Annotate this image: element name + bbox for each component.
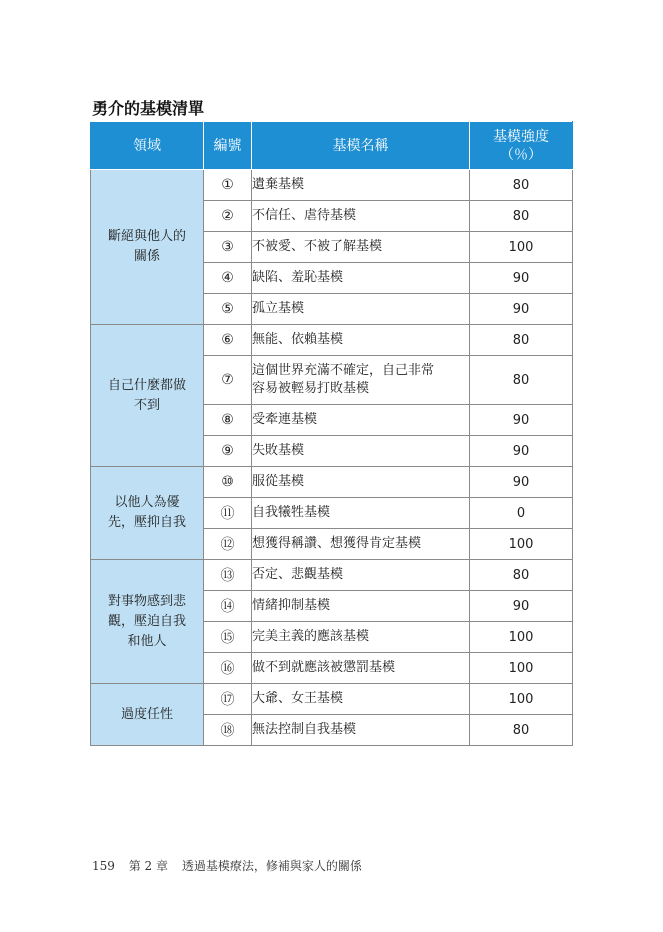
schema-name-line: 這個世界充滿不確定，自己非常 <box>252 363 435 378</box>
schema-name-line: 缺陷、羞恥基模 <box>252 270 344 285</box>
schema-intensity: 90 <box>470 467 573 498</box>
schema-name-line: 容易被輕易打敗基模 <box>252 381 370 396</box>
schema-intensity: 0 <box>470 498 573 529</box>
schema-name-line: 受牽連基模 <box>252 412 318 427</box>
schema-intensity: 80 <box>470 201 573 232</box>
schema-name <box>252 356 470 405</box>
schema-number: ⑱ <box>204 715 252 746</box>
table-header-row <box>91 122 573 170</box>
chapter-title: 透過基模療法，修補與家人的關係 <box>181 859 362 873</box>
page-number: 159 <box>92 859 115 873</box>
schema-name-line: 完美主義的應該基模 <box>252 629 370 644</box>
table-row <box>91 467 573 498</box>
header-domain: 領域 <box>91 122 204 170</box>
schema-number: ⑭ <box>204 591 252 622</box>
schema-number: ⑩ <box>204 467 252 498</box>
table-row <box>91 170 573 201</box>
schema-name-line: 失敗基模 <box>252 443 305 458</box>
schema-name <box>252 498 470 529</box>
schema-name <box>252 684 470 715</box>
schema-intensity: 90 <box>470 405 573 436</box>
domain-line: 過度任性 <box>120 706 173 722</box>
schema-intensity: 90 <box>470 591 573 622</box>
schema-intensity: 90 <box>470 263 573 294</box>
header-intensity-line2: （％） <box>500 146 542 163</box>
schema-name-line: 遺棄基模 <box>252 177 305 192</box>
schema-number: ⑰ <box>204 684 252 715</box>
table-row <box>91 325 573 356</box>
domain-line: 斷絕與他人的 <box>107 229 186 244</box>
schema-name-line: 孤立基模 <box>252 301 305 316</box>
header-number: 編號 <box>204 122 252 170</box>
schema-intensity: 100 <box>470 684 573 715</box>
header-intensity <box>470 122 573 170</box>
schema-intensity: 100 <box>470 653 573 684</box>
schema-intensity: 80 <box>470 356 573 405</box>
schema-number: ② <box>204 201 252 232</box>
schema-intensity: 90 <box>470 294 573 325</box>
domain-line: 不到 <box>133 397 160 413</box>
schema-name <box>252 405 470 436</box>
schema-intensity: 100 <box>470 232 573 263</box>
schema-name <box>252 232 470 263</box>
schema-name <box>252 715 470 746</box>
schema-name <box>252 325 470 356</box>
schema-name-line: 無能、依賴基模 <box>252 332 344 347</box>
domain-line: 先，壓抑自我 <box>107 515 186 530</box>
header-name: 基模名稱 <box>252 122 470 170</box>
schema-name <box>252 560 470 591</box>
domain-cell <box>91 560 204 684</box>
schema-number: ⑯ <box>204 653 252 684</box>
domain-line: 以他人為優 <box>114 495 180 510</box>
domain-cell <box>91 170 204 325</box>
schema-number: ③ <box>204 232 252 263</box>
page-title: 勇介的基模清單 <box>92 99 205 118</box>
schema-intensity: 100 <box>470 529 573 560</box>
header-intensity-line1: 基模強度 <box>493 128 549 145</box>
domain-line: 自己什麼都做 <box>107 377 186 393</box>
schema-number: ⑦ <box>204 356 252 405</box>
schema-table <box>90 121 573 746</box>
domain-cell <box>91 684 204 746</box>
schema-name-line: 服從基模 <box>252 474 305 489</box>
schema-intensity: 80 <box>470 325 573 356</box>
schema-name <box>252 467 470 498</box>
schema-intensity: 90 <box>470 436 573 467</box>
schema-name-line: 不信任、虐待基模 <box>252 208 357 223</box>
schema-name-line: 情緒抑制基模 <box>252 598 331 613</box>
schema-number: ⑤ <box>204 294 252 325</box>
schema-intensity: 100 <box>470 622 573 653</box>
schema-name <box>252 622 470 653</box>
schema-number: ⑮ <box>204 622 252 653</box>
schema-name-line: 無法控制自我基模 <box>252 722 357 737</box>
schema-intensity: 80 <box>470 170 573 201</box>
schema-number: ④ <box>204 263 252 294</box>
schema-name-line: 想獲得稱讚、想獲得肯定基模 <box>252 536 422 551</box>
schema-intensity: 80 <box>470 715 573 746</box>
schema-name <box>252 591 470 622</box>
schema-name-line: 大爺、女王基模 <box>252 691 344 706</box>
table-row <box>91 684 573 715</box>
schema-number: ⑫ <box>204 529 252 560</box>
chapter-label: 第 2 章 <box>128 859 168 873</box>
schema-name-line: 否定、悲觀基模 <box>252 567 344 582</box>
schema-number: ⑨ <box>204 436 252 467</box>
schema-intensity: 80 <box>470 560 573 591</box>
schema-name <box>252 436 470 467</box>
table-body <box>91 170 573 746</box>
schema-number: ⑥ <box>204 325 252 356</box>
schema-name <box>252 294 470 325</box>
domain-cell <box>91 467 204 560</box>
schema-name <box>252 170 470 201</box>
page-footer <box>92 857 372 874</box>
schema-number: ⑪ <box>204 498 252 529</box>
schema-number: ① <box>204 170 252 201</box>
domain-line: 和他人 <box>127 633 167 649</box>
domain-line: 關係 <box>133 249 160 264</box>
schema-name <box>252 263 470 294</box>
schema-name <box>252 201 470 232</box>
domain-line: 對事物感到悲 <box>107 593 186 609</box>
schema-number: ⑬ <box>204 560 252 591</box>
domain-cell <box>91 325 204 467</box>
schema-name <box>252 529 470 560</box>
schema-name-line: 自我犧牲基模 <box>252 505 331 520</box>
table-row <box>91 560 573 591</box>
schema-name-line: 不被愛、不被了解基模 <box>252 239 383 254</box>
schema-number: ⑧ <box>204 405 252 436</box>
schema-name <box>252 653 470 684</box>
schema-name-line: 做不到就應該被懲罰基模 <box>252 660 396 675</box>
domain-line: 觀，壓迫自我 <box>107 613 186 629</box>
